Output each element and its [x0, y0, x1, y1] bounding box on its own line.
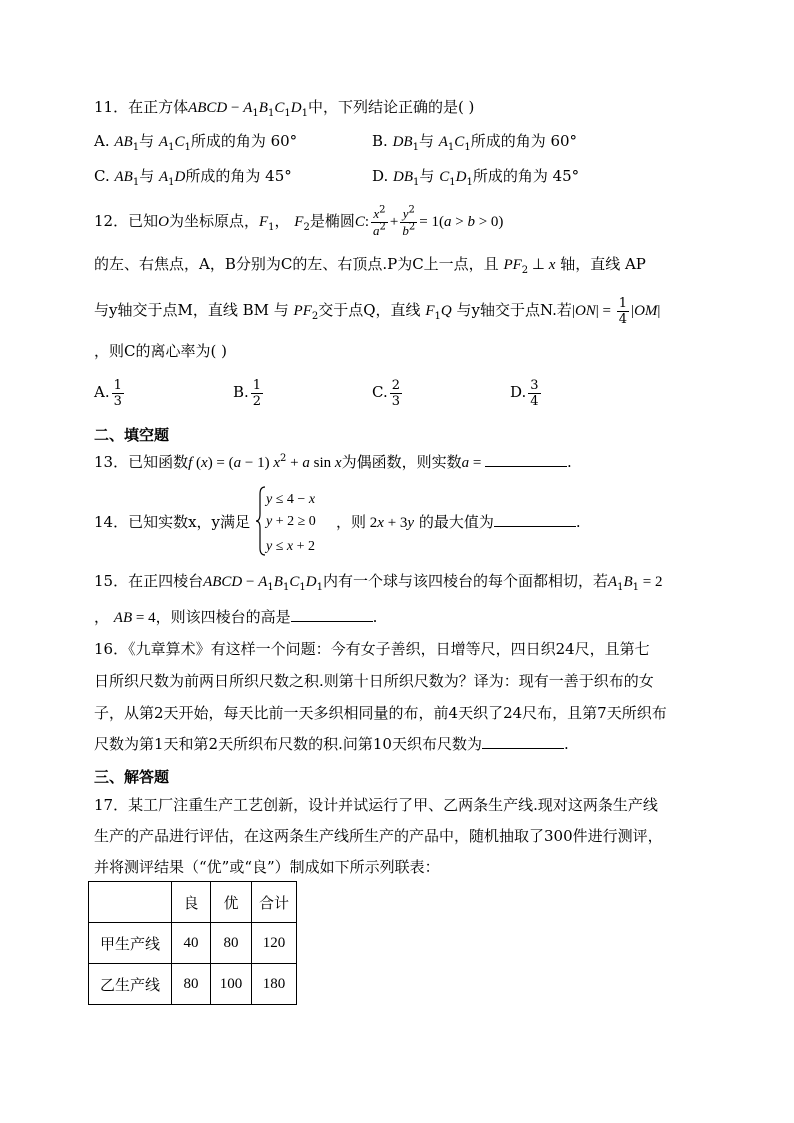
- table-row: [89, 923, 297, 964]
- q11-option-d: D. $DB_1$与 $C_1D_1$所成的角为 45°: [372, 167, 580, 188]
- q16-line3: 子，从第2天开始，每天比前一天多织相同量的布，前4天织了24尺布，且第7天所织布: [94, 704, 667, 722]
- q16-line4: 尺数为第1天和第2天所织布尺数的积.问第10天织布尺数为 .: [94, 735, 569, 753]
- q14-stem-rest: ，则 2x + 3y 的最大值为 .: [336, 513, 581, 531]
- q11-option-c: C. $AB_1$与 $A_1D$所成的角为 45°: [94, 167, 292, 188]
- table-cell: 120: [252, 923, 297, 964]
- q12-line1: 12．已知O为坐标原点，$F_1$， $F_2$是椭圆C: $\frac{x^2}{a^2}$ + $\frac{y^2}{b^2}$ = 1(a > b > 0): [94, 204, 504, 238]
- q14-stem: 14．已知实数x，y满足: [94, 513, 251, 531]
- q12-line4: ，则C的离心率为( ): [94, 342, 227, 360]
- q17-line3: 并将测评结果（“优”或“良”）制成如下所示列联表：: [94, 858, 440, 876]
- q12-option-b: B. $\frac{1}{2}$: [233, 377, 262, 409]
- q16-answer-blank[interactable]: [482, 734, 564, 749]
- table-header-row: [89, 882, 297, 923]
- q12-option-c: C. $\frac{2}{3}$: [372, 377, 400, 409]
- contingency-table: [88, 881, 297, 1005]
- q16-line1: 16．《九章算术》有这样一个问题：今有女子善织，日增等尺，四日织24尺，且第七: [94, 640, 650, 658]
- table-cell: 100: [211, 964, 252, 1005]
- q15-answer-blank[interactable]: [291, 607, 373, 622]
- table-cell: 乙生产线: [89, 964, 172, 1005]
- q11-option-b: B. $DB_1$与 $A_1C_1$所成的角为 60°: [372, 132, 578, 153]
- table-header-cell: 良: [172, 882, 211, 923]
- q14-cond1: y ≤ 4 − x: [266, 492, 316, 507]
- table-header-cell: 优: [211, 882, 252, 923]
- section-problems: 三、解答题: [94, 768, 170, 786]
- table-header-cell: 合计: [252, 882, 297, 923]
- q14-cond3: y ≤ x + 2: [266, 539, 316, 554]
- q12-option-d: D. $\frac{3}{4}$: [510, 377, 539, 409]
- table-cell: 40: [172, 923, 211, 964]
- table-row: [89, 964, 297, 1005]
- q12-line3: 与y轴交于点M，直线 BM 与 $PF_2$交于点Q，直线 $F_1Q$ 与y轴交于点N.若|ON| = $\frac{1}{4}$ |OM|: [94, 295, 661, 327]
- q11-option-a: A. $AB_1$与 $A_1C_1$所成的角为 60°: [94, 132, 298, 153]
- q14-brace: [256, 486, 266, 556]
- table-cell: 180: [252, 964, 297, 1005]
- q12-option-a: A. $\frac{1}{3}$: [94, 377, 122, 409]
- table-cell: 80: [211, 923, 252, 964]
- q12-line2: 的左、右焦点，A，B分别为C的左、右顶点.P为C上一点，且 $PF_2$ ⊥ x 轴，直线 AP: [94, 255, 646, 276]
- q13: 13．已知函数f (x) = (a − 1) $x^2 + a$ sin x为偶函数，则实数a = .: [94, 453, 572, 471]
- q17-line2: 生产的产品进行评估，在这两条生产线所生产的产品中，随机抽取了300件进行测评，: [94, 827, 663, 845]
- section-fill-in-blank: 二、填空题: [94, 426, 170, 444]
- q17-line1: 17．某工厂注重生产工艺创新，设计并试运行了甲、乙两条生产线.现对这两条生产线: [94, 796, 658, 814]
- q11-stem: 11．在正方体ABCD − $A_1B_1C_1D_1$中，下列结论正确的是( ): [94, 98, 475, 119]
- table-cell: 甲生产线: [89, 923, 172, 964]
- q15-line1: 15．在正四棱台ABCD − $A_1B_1C_1D_1$内有一个球与该四棱台的每个面都相切，若$A_1B_1 = 2$: [94, 572, 663, 593]
- q14-answer-blank[interactable]: [494, 512, 576, 527]
- q14-cond2: y + 2 ≥ 0: [266, 514, 316, 529]
- table-header-cell: [89, 882, 172, 923]
- q15-line2: ， AB = 4，则该四棱台的高是 .: [94, 608, 378, 626]
- table-cell: 80: [172, 964, 211, 1005]
- q16-line2: 日所织尺数为前两日所织尺数之积.则第十日所织尺数为？译为：现有一善于织布的女: [94, 672, 654, 690]
- q13-answer-blank[interactable]: [485, 452, 567, 467]
